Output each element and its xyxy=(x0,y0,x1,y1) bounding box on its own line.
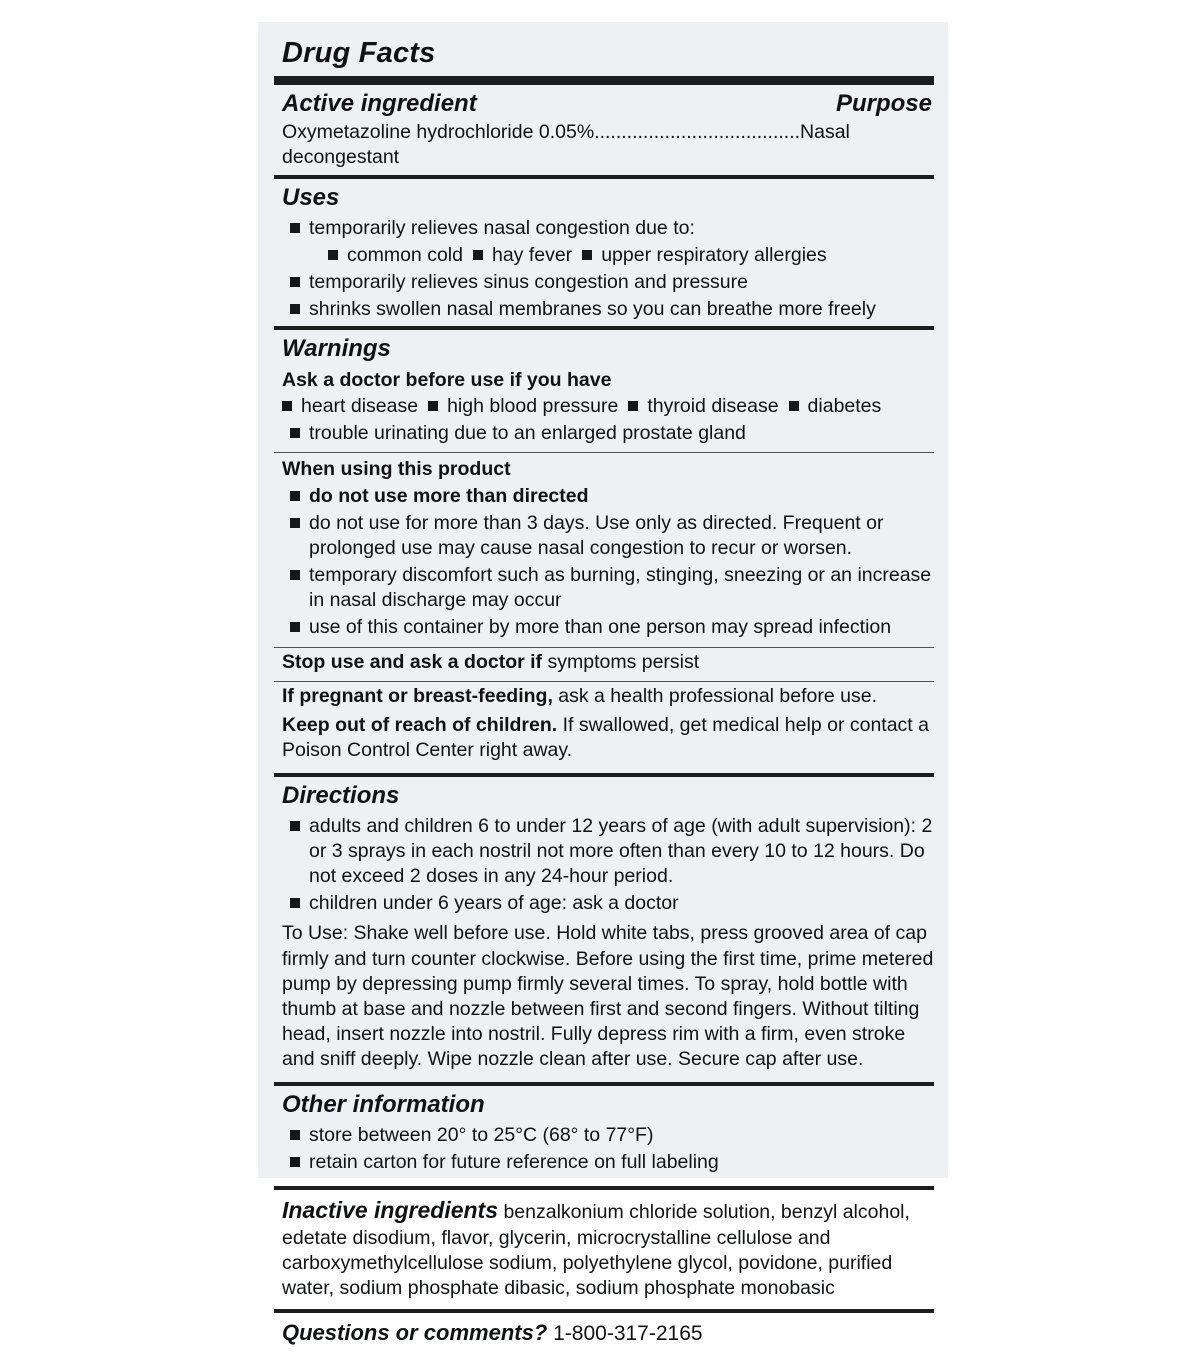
list-item xyxy=(274,562,934,614)
list-item xyxy=(274,269,934,296)
divider-thick-top xyxy=(274,76,934,85)
list-item xyxy=(274,510,934,562)
list-item xyxy=(282,393,418,420)
page-title: Drug Facts xyxy=(282,37,436,69)
active-ingredient-heading: Active ingredient xyxy=(282,89,477,117)
list-item xyxy=(463,242,572,269)
bullet-square-icon xyxy=(473,250,483,260)
list-item xyxy=(418,393,618,420)
uses-sub-bullet-text: upper respiratory allergies xyxy=(601,243,827,266)
when-using-bullet-text: do not use more than directed xyxy=(309,484,589,507)
inactive-ingredients-text: benzalkonium chloride solution, benzyl alcohol, edetate disodium, flavor, glycerin, microcrystalline cellulose and carboxymethylcellulose sodium, polyethylene glycol, povidone, purified water, sodium phosphate dibasic, sodium phosphate monobasic xyxy=(282,1200,910,1300)
pregnant-paragraph xyxy=(274,682,934,711)
bullet-square-icon xyxy=(290,518,300,528)
bullet-square-icon xyxy=(290,428,300,438)
ask-doctor-item-text: high blood pressure xyxy=(447,395,619,418)
list-item xyxy=(274,614,934,641)
other-information-heading: Other information xyxy=(282,1091,485,1119)
list-item xyxy=(274,890,934,917)
bullet-square-icon xyxy=(290,1157,300,1167)
ask-doctor-heading: Ask a doctor before use if you have xyxy=(282,369,612,392)
directions-heading: Directions xyxy=(282,782,400,810)
uses-bullets xyxy=(274,214,934,326)
keep-out-bold: Keep out of reach of children. xyxy=(282,713,558,736)
bullet-square-icon xyxy=(628,401,638,411)
stop-use-bold: Stop use and ask a doctor if xyxy=(282,650,543,673)
stop-use-paragraph xyxy=(274,648,934,681)
stop-use-rest: symptoms persist xyxy=(547,650,700,673)
uses-sub-bullet-text: hay fever xyxy=(491,243,573,266)
when-using-bullet-text: do not use for more than 3 days. Use only as directed. Frequent or prolonged use may cause nasal congestion to recur or worsen. xyxy=(309,511,884,559)
bullet-square-icon xyxy=(290,304,300,314)
uses-sub-bullets xyxy=(274,242,934,269)
active-ingredient-heading-row xyxy=(274,85,934,120)
bullet-square-icon xyxy=(290,223,300,233)
uses-sub-bullet-text: common cold xyxy=(347,243,463,266)
when-using-bullet-text: temporary discomfort such as burning, stinging, sneezing or an increase in nasal discharge may occur xyxy=(309,563,932,611)
questions-lead: Questions or comments? xyxy=(282,1319,548,1345)
other-information-bullet-text: store between 20° to 25°C (68° to 77°F) xyxy=(309,1123,654,1146)
list-item xyxy=(314,242,463,269)
list-item xyxy=(274,483,934,510)
list-item xyxy=(274,1149,934,1176)
ask-doctor-bullet-text: trouble urinating due to an enlarged prostate gland xyxy=(309,422,746,445)
bullet-square-icon xyxy=(290,622,300,632)
bullet-square-icon xyxy=(290,1130,300,1140)
pregnant-bold: If pregnant or breast-feeding, xyxy=(282,684,553,707)
list-item xyxy=(274,813,934,890)
questions-or-comments xyxy=(274,1313,934,1352)
bullet-square-icon xyxy=(290,570,300,580)
uses-bullet-text: shrinks swollen nasal membranes so you can breathe more freely xyxy=(309,297,876,320)
list-item xyxy=(572,242,826,269)
when-using-bullets xyxy=(274,482,934,647)
list-item xyxy=(274,1122,934,1149)
bullet-square-icon xyxy=(290,277,300,287)
when-using-heading: When using this product xyxy=(282,458,511,481)
warnings-heading: Warnings xyxy=(282,334,391,362)
active-ingredient-line: Oxymetazoline hydrochloride 0.05%......................................Nasal decongestant xyxy=(282,120,850,168)
directions-to-use: To Use: Shake well before use. Hold white tabs, press grooved area of cap firmly and turn counter clockwise. Before using the first time, prime metered pump by depressing pump firmly several times. To spray, hold bottle with thumb at base and nozzle between first and second fingers. Without tilting head, insert nozzle into nostril. Fully depress rim with a firm, even stroke and sniff deeply. Wipe nozzle clean after use. Secure cap after use. xyxy=(282,922,934,1071)
list-item xyxy=(779,393,882,420)
directions-bullets xyxy=(274,812,934,920)
other-information-bullets xyxy=(274,1121,934,1186)
uses-bullet-text: temporarily relieves sinus congestion and pressure xyxy=(309,270,748,293)
directions-bullet-text: children under 6 years of age: ask a doctor xyxy=(309,891,679,914)
ask-doctor-item-text: heart disease xyxy=(301,395,419,418)
inactive-ingredients-lead: Inactive ingredients xyxy=(282,1196,499,1223)
list-item xyxy=(274,420,934,452)
bullet-square-icon xyxy=(282,401,292,411)
bullet-square-icon xyxy=(290,898,300,908)
when-using-bullet-text: use of this container by more than one person may spread infection xyxy=(309,615,892,638)
ask-doctor-item-text: diabetes xyxy=(807,395,882,418)
bullet-square-icon xyxy=(789,401,799,411)
bullet-square-icon xyxy=(428,401,438,411)
ask-doctor-item-text: thyroid disease xyxy=(647,395,779,418)
purpose-heading: Purpose xyxy=(835,89,932,117)
other-information-bullet-text: retain carton for future reference on full labeling xyxy=(309,1150,719,1173)
keep-out-paragraph xyxy=(274,711,934,773)
directions-bullet-text: adults and children 6 to under 12 years of age (with adult supervision): 2 or 3 sprays in each nostril not more often than every 10 to 12 hours. Do not exceed 2 doses in any 24-hour period. xyxy=(309,814,933,887)
list-item xyxy=(274,215,934,242)
uses-bullet-text: temporarily relieves nasal congestion due to: xyxy=(309,216,695,239)
bullet-square-icon xyxy=(290,821,300,831)
uses-heading: Uses xyxy=(282,184,340,212)
inactive-ingredients xyxy=(274,1190,934,1309)
bullet-square-icon xyxy=(582,250,592,260)
ask-doctor-inline-bullets xyxy=(274,393,934,420)
pregnant-rest: ask a health professional before use. xyxy=(558,684,877,707)
bullet-square-icon xyxy=(290,491,300,501)
questions-phone[interactable]: 1-800-317-2165 xyxy=(553,1321,703,1345)
keep-out-rest: If swallowed, get medical help or contact a Poison Control Center right away. xyxy=(282,713,929,761)
drug-facts-panel xyxy=(258,22,948,1345)
list-item xyxy=(618,393,778,420)
list-item xyxy=(274,296,934,323)
bullet-square-icon xyxy=(328,250,338,260)
